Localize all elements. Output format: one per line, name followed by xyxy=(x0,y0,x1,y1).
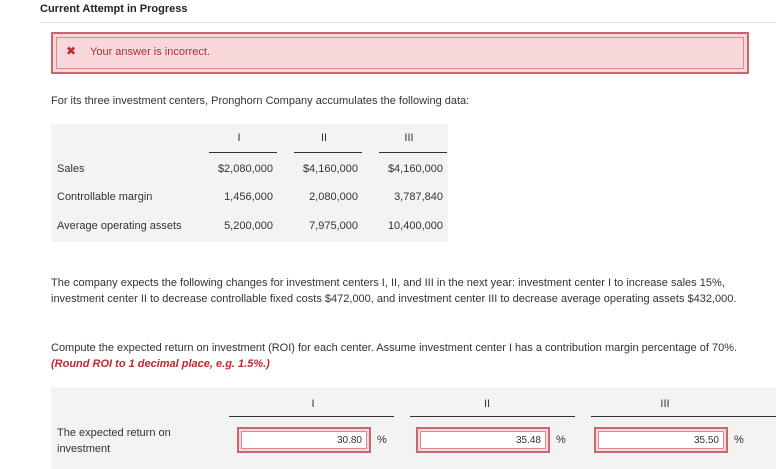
cell-margin-ii: 2,080,000 xyxy=(309,191,358,203)
scenario-paragraph: The company expects the following changes for investment centers I, II, and III in the next year: investment center I to increase sales 15%, investment center II to decrease controllable fixed costs $472,000, and investment center III to decrease average operating assets $432,000. xyxy=(51,277,737,305)
answer-column-header-iii: III xyxy=(660,398,670,410)
answer-column-rule-i xyxy=(229,416,394,417)
answer-column-header-ii: II xyxy=(483,398,491,410)
title-divider xyxy=(40,22,776,23)
cell-sales-iii: $4,160,000 xyxy=(387,163,443,175)
instruction-text: Compute the expected return on investment (ROI) for each center. Assume investment center I has a contribution margin percentage of 70%. xyxy=(51,342,738,354)
roi-input-iii-value[interactable]: 35.50 xyxy=(598,431,724,449)
answer-column-rule-iii xyxy=(591,416,776,417)
answer-column-header-i: I xyxy=(311,398,315,410)
roi-input-i[interactable] xyxy=(237,427,371,453)
column-rule-ii xyxy=(294,152,362,153)
roi-input-i-value[interactable]: 30.80 xyxy=(241,431,367,449)
column-header-i: I xyxy=(237,132,241,144)
data-table xyxy=(51,124,448,242)
feedback-banner xyxy=(51,32,749,74)
x-mark-icon: ✖ xyxy=(66,44,77,58)
column-header-iii: III xyxy=(404,132,414,144)
cell-sales-ii: $4,160,000 xyxy=(302,163,358,175)
rounding-note: (Round ROI to 1 decimal place, e.g. 1.5%.) xyxy=(51,358,270,370)
percent-unit-i: % xyxy=(377,434,387,446)
cell-margin-iii: 3,787,840 xyxy=(394,191,443,203)
cell-margin-i: 1,456,000 xyxy=(224,191,273,203)
cell-assets-ii: 7,975,000 xyxy=(309,220,358,232)
roi-input-iii[interactable] xyxy=(594,427,728,453)
cell-sales-i: $2,080,000 xyxy=(217,163,273,175)
percent-unit-ii: % xyxy=(556,434,566,446)
answer-row-label: The expected return on investment xyxy=(57,427,171,455)
cell-assets-iii: 10,400,000 xyxy=(387,220,443,232)
row-label-average-operating-assets: Average operating assets xyxy=(57,220,182,232)
instruction-paragraph xyxy=(51,340,751,372)
answer-column-rule-ii xyxy=(410,416,575,417)
row-label-sales: Sales xyxy=(57,163,85,175)
column-header-ii: II xyxy=(320,132,328,144)
feedback-message: Your answer is incorrect. xyxy=(90,46,211,58)
percent-unit-iii: % xyxy=(734,434,744,446)
cell-assets-i: 5,200,000 xyxy=(224,220,273,232)
column-rule-i xyxy=(209,152,277,153)
column-rule-iii xyxy=(379,152,447,153)
roi-input-ii[interactable] xyxy=(416,427,550,453)
answer-table xyxy=(51,387,776,469)
page-title: Current Attempt in Progress xyxy=(40,3,188,15)
row-label-controllable-margin: Controllable margin xyxy=(57,191,153,203)
roi-input-ii-value[interactable]: 35.48 xyxy=(420,431,546,449)
intro-text: For its three investment centers, Pronghorn Company accumulates the following data: xyxy=(51,95,470,107)
